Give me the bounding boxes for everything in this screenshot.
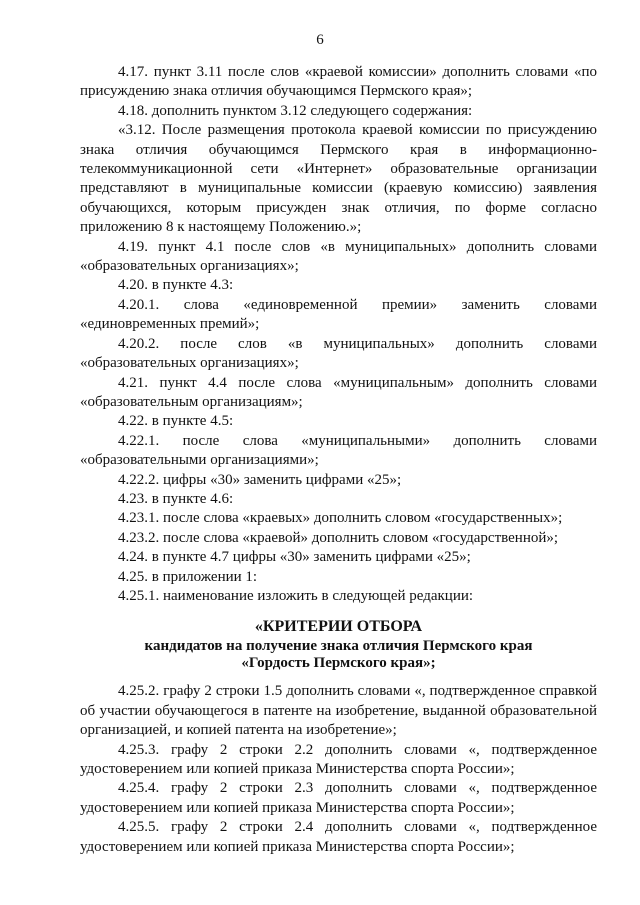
paragraph-4-22-2: 4.22.2. цифры «30» заменить цифрами «25»; [118, 471, 402, 488]
paragraph-4-23-2: 4.23.2. после слова «краевой» дополнить словом «государственной»; [118, 529, 559, 546]
page-number: 6 [316, 32, 324, 48]
paragraph-4-25-5: 4.25.5. графу 2 строки 2.4 дополнить словами «, подтвержденное удостоверением или копией приказа Министерства спорта России»; [80, 819, 597, 855]
paragraph-4-25-2: 4.25.2. графу 2 строки 1.5 дополнить словами «, подтвержденное справкой об участии обучающегося в патенте на изобретение, выданной образовательной организацией, и копией патента на изобретение»; [80, 683, 597, 739]
paragraph-4-21: 4.21. пункт 4.4 после слова «муниципальным» дополнить словами «образовательным организациям»; [80, 374, 597, 410]
paragraph-4-20-1: 4.20.1. слова «единовременной премии» заменить словами «единовременных премий»; [80, 296, 597, 333]
paragraph-4-20: 4.20. в пункте 4.3: [118, 277, 234, 294]
paragraph-4-23: 4.23. в пункте 4.6: [118, 490, 234, 507]
heading-award-name: «Гордость Пермского края»; [241, 655, 436, 672]
paragraph-4-25: 4.25. в приложении 1: [118, 568, 258, 585]
paragraph-4-19: 4.19. пункт 4.1 после слов «в муниципальных» дополнить словами «образовательных организациях»; [80, 238, 597, 275]
heading-subtitle: кандидатов на получение знака отличия Пермского края [144, 638, 533, 655]
criteria-heading [80, 617, 597, 672]
paragraph-4-17: 4.17. пункт 3.11 после слов «краевой комиссии» дополнить словами «по присуждению знака отличия обучающимся Пермского края»; [80, 64, 597, 100]
paragraph-4-25-4: 4.25.4. графу 2 строки 2.3 дополнить словами «, подтвержденное удостоверением или копией приказа Министерства спорта России»; [80, 780, 597, 816]
paragraph-4-25-3: 4.25.3. графу 2 строки 2.2 дополнить словами «, подтвержденное удостоверением или копией приказа Министерства спорта России»; [80, 741, 597, 777]
paragraph-4-18: 4.18. дополнить пунктом 3.12 следующего содержания: [118, 102, 473, 119]
paragraph-4-22-1: 4.22.1. после слова «муниципальными» дополнить словами «образовательными организациями»; [80, 432, 597, 469]
paragraph-4-24: 4.24. в пункте 4.7 цифры «30» заменить цифрами «25»; [118, 549, 471, 566]
paragraph-4-23-1: 4.23.1. после слова «краевых» дополнить словом «государственных»; [118, 510, 563, 527]
heading-title: «КРИТЕРИИ ОТБОРА [254, 618, 423, 636]
document-body [80, 63, 597, 857]
paragraph-3-12-quote: «3.12. После размещения протокола краевой комиссии по присуждению знака отличия обучающимся Пермского края в информационно-телекоммуникационной сети «Интернет» образовательные организации представляют в муниципальные комиссии (краевую комиссию) заявления обучающихся, которым присужден знак отличия, по форме согласно приложению 8 к настоящему Положению.»; [80, 122, 597, 236]
paragraph-4-25-1: 4.25.1. наименование изложить в следующей редакции: [118, 587, 474, 604]
paragraph-4-22: 4.22. в пункте 4.5: [118, 413, 234, 430]
paragraph-4-20-2: 4.20.2. после слов «в муниципальных» дополнить словами «образовательных организациях»; [80, 335, 597, 372]
